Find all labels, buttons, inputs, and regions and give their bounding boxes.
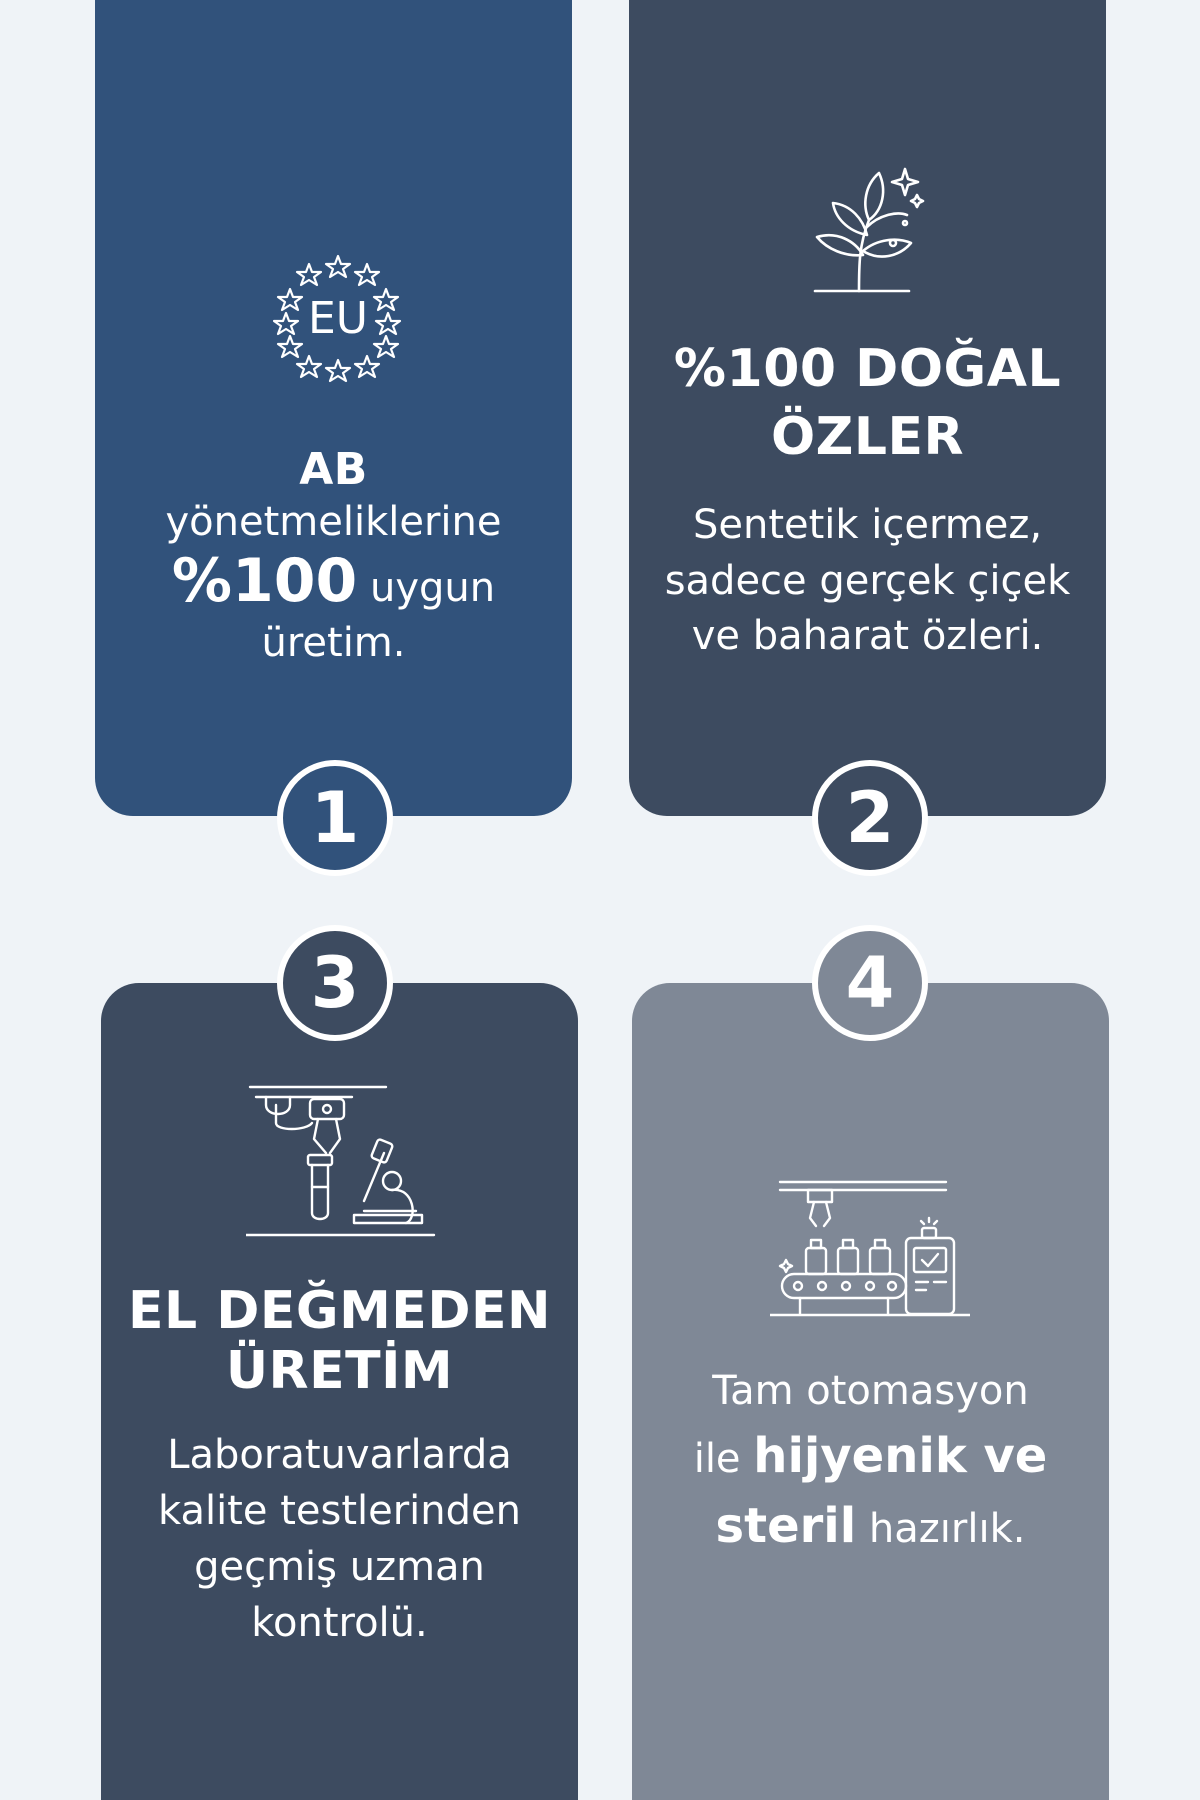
lab-robot-microscope-icon: [246, 1083, 436, 1238]
card-title-line: %100 DOĞAL: [673, 339, 1062, 399]
feature-card-eu-compliance: [95, 0, 572, 816]
step-number-badge: 2: [812, 760, 928, 876]
card-text-line: geçmiş uzman: [194, 1544, 485, 1590]
card-title-line: ÜRETİM: [225, 1341, 454, 1401]
card-text-fragment: uygun: [357, 565, 496, 611]
step-number-badge: 4: [812, 925, 928, 1041]
card-text-line: Laboratuvarlarda: [167, 1432, 512, 1478]
card-text-fragment: ile: [693, 1436, 754, 1482]
feature-card-touchless-production: [101, 983, 578, 1800]
card-text-line: [632, 1493, 1109, 1562]
emphasis-text: %100: [171, 546, 358, 616]
eu-stars-icon: [273, 253, 403, 383]
card-text-line: sadece gerçek çiçek: [664, 558, 1071, 604]
emphasis-text: hijyenik ve: [753, 1428, 1048, 1484]
card-text-line: Tam otomasyon: [712, 1368, 1029, 1414]
card-text-line: Sentetik içermez,: [692, 502, 1043, 548]
card-text-line: [95, 546, 572, 623]
card-text-line: kalite testlerinden: [157, 1488, 521, 1534]
card-title-line: EL DEĞMEDEN: [127, 1281, 552, 1341]
step-number-badge: 3: [277, 925, 393, 1041]
card-text-line: kontrolü.: [251, 1600, 428, 1646]
card-text-line: yönetmeliklerine: [165, 499, 502, 545]
card-title: AB: [299, 444, 368, 495]
step-number-badge: 1: [277, 760, 393, 876]
feature-card-natural-essences: [629, 0, 1106, 816]
conveyor-automation-icon: [770, 1178, 970, 1318]
card-text-line: ve baharat özleri.: [691, 613, 1044, 659]
eu-label: EU: [307, 293, 369, 344]
plant-sparkle-icon: [807, 165, 927, 295]
feature-card-automation: [632, 983, 1109, 1800]
card-title-line: ÖZLER: [770, 407, 965, 467]
emphasis-text: steril: [715, 1498, 857, 1554]
card-text-fragment: hazırlık.: [856, 1506, 1026, 1552]
card-text-line: [632, 1423, 1109, 1492]
card-text-line: üretim.: [261, 620, 406, 666]
